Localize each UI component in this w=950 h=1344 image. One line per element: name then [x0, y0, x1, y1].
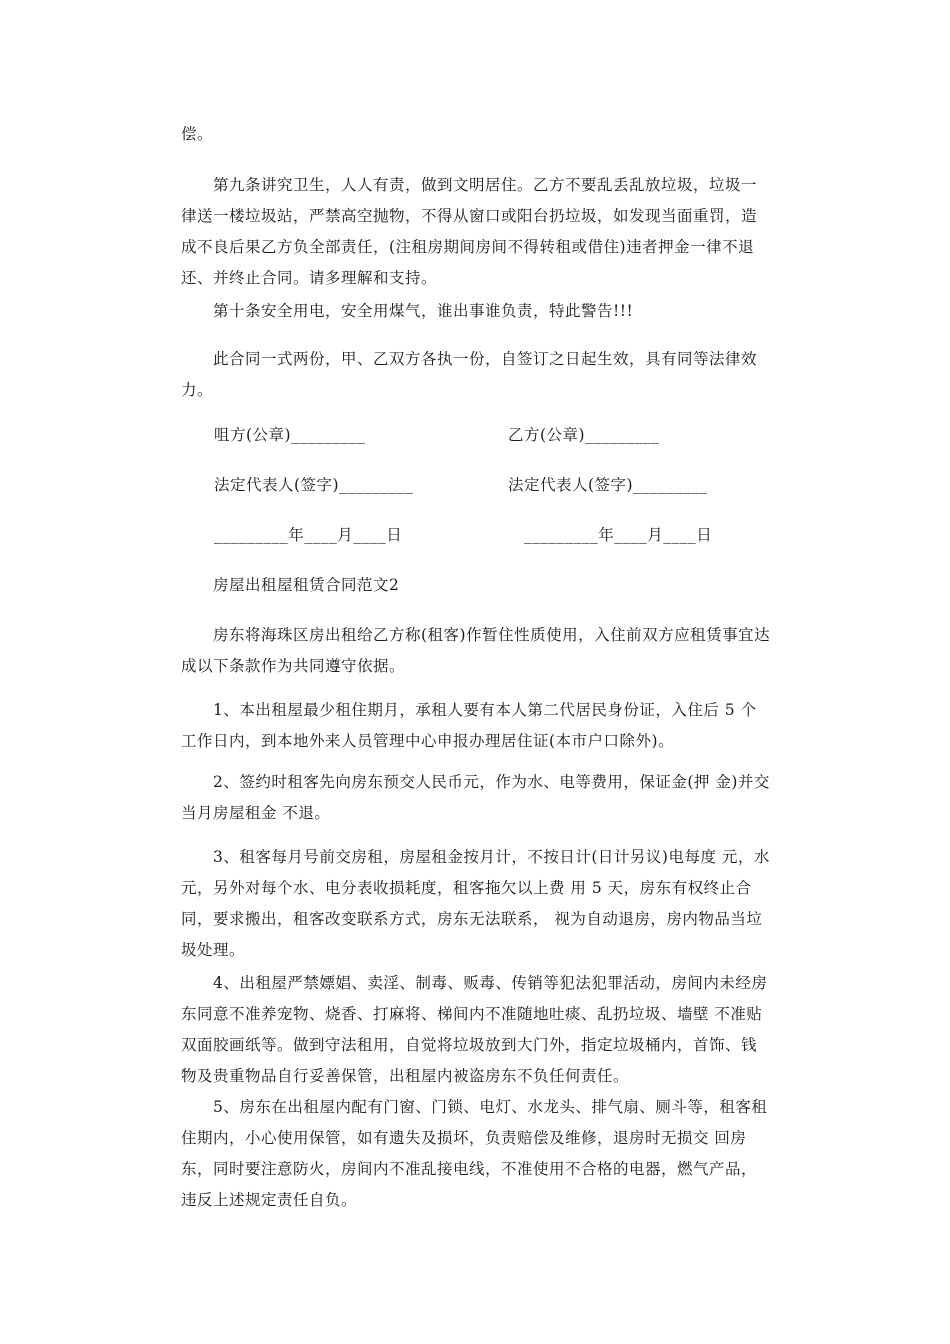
signature-row-date [214, 520, 774, 551]
party-b-seal-line: 乙方(公章)_________ [508, 426, 660, 444]
party-b-date-line: _________年____月____日 [524, 526, 713, 544]
paragraph-article-10: 第十条安全用电，安全用煤气，谁出事谁负责，特此警告!!! [213, 302, 634, 320]
paragraph-copies: 此合同一式两份，甲、乙双方各执一份，自签订之日起生效，具有同等法律效力。 [181, 350, 758, 399]
paragraph-item-1: 1、本出租屋最少租住期月，承租人要有本人第二代居民身份证，入住后 5 个工作日内，到本地外来人员管理中心申报办理居住证(本市户口除外)。 [181, 701, 757, 750]
party-a-date-line: _________年____月____日 [214, 526, 403, 544]
section-title: 房屋出租屋租赁合同范文2 [213, 576, 400, 594]
paragraph-item-4: 4、出租屋严禁嫖娼、卖淫、制毒、贩毒、传销等犯法犯罪活动，房间内未经房 东同意不准养宠物、烧香、打麻将、梯间内不准随地吐痰、乱扔垃圾、墙壁 不准贴双面胶画纸等。做到守法租用，自觉将垃圾放到大门外，指定垃圾桶内，首饰、钱物及贵重物品自行妥善保管，出租屋内被盗房东不负任何责任。 [181, 974, 768, 1085]
party-a-seal-line: 咀方(公章)_________ [214, 426, 366, 444]
paragraph-item-5: 5、房东在出租屋内配有门窗、门锁、电灯、水龙头、排气扇、厕斗等，租客租 住期内，小心使用保管，如有遗失及损坏，负责赔偿及维修，退房时无损交 回房东，同时要注意防火，房间内不准乱接电线，不准使用不合格的电器，燃气产品，违反上述规定责任自负。 [181, 1098, 768, 1209]
signature-row-representative [214, 470, 774, 501]
paragraph-intro: 房东将海珠区房出租给乙方称(租客)作暂住性质使用，入住前双方应租赁事宜达成以下条款作为共同遵守依据。 [181, 626, 771, 675]
paragraph-item-3: 3、租客每月号前交房租，房屋租金按月计，不按日计(日计另议)电每度 元，水元，另外对每个水、电分表收损耗度，租客拖欠以上费 用 5 天，房东有权终止合同，要求搬出，租客改变联系方式，房东无法联系， 视为自动退房，房内物品当垃圾处理。 [181, 848, 770, 959]
signature-row-seal [214, 420, 774, 451]
party-b-representative-line: 法定代表人(签字)_________ [508, 476, 708, 494]
paragraph-continuation: 偿。 [181, 125, 214, 143]
paragraph-item-2: 2、签约时租客先向房东预交人民币元，作为水、电等费用，保证金(押 金)并交当月房屋租金 不退。 [181, 773, 770, 822]
party-a-representative-line: 法定代表人(签字)_________ [214, 476, 414, 494]
paragraph-article-9: 第九条讲究卫生，人人有责，做到文明居住。乙方不要乱丢乱放垃圾，垃圾一律送一楼垃圾站，严禁高空抛物，不得从窗口或阳台扔垃圾，如发现当面重罚，造成不良后果乙方负全部责任，(注租房期间房间不得转租或借住)违者押金一律不退还、并终止合同。请多理解和支持。 [181, 176, 758, 287]
